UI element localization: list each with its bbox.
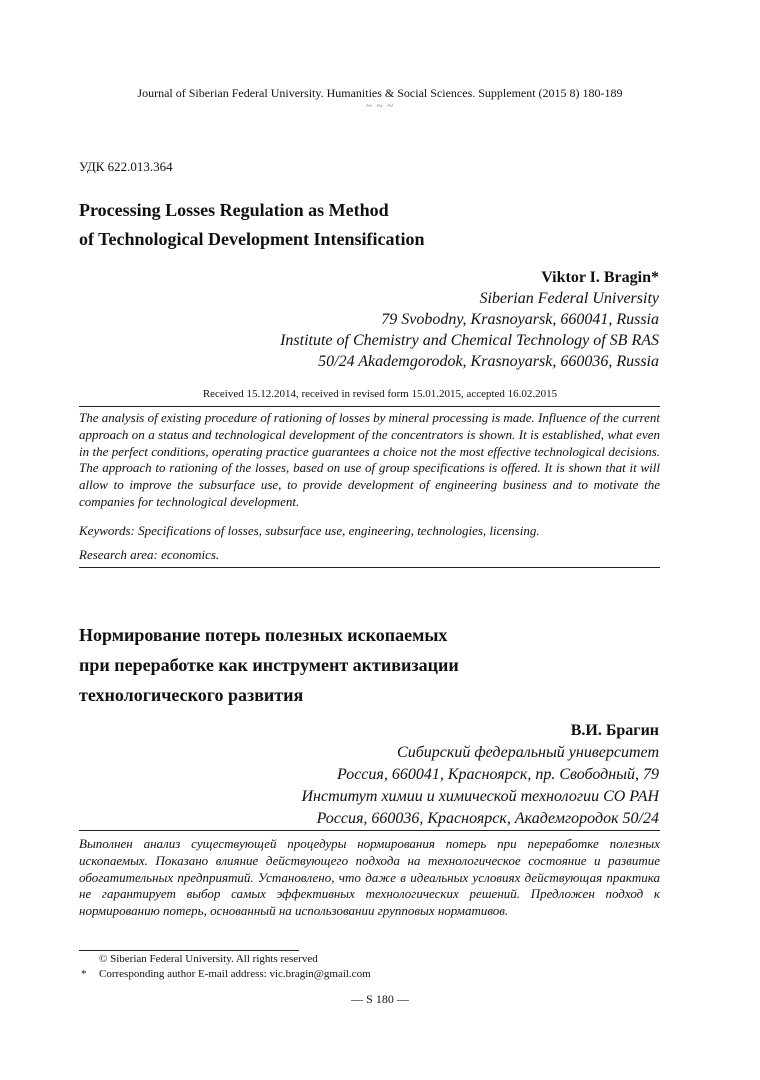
affiliation-line: Россия, 660041, Красноярск, пр. Свободный, 79 [337,766,659,783]
russian-abstract: Выполнен анализ существующей процедуры нормирования потерь при переработке полезных ископаемых. Показано влияние действующего подхода на технологическое состояние и развитие обогатительных предприятий. Установлено, что даже в идеальных условиях действующая практика не гарантирует выбор самых эффективных технологических решений. Предложен подход к нормированию потерь, основанный на использовании групповых нормативов. [79,836,660,919]
udk-code: УДК 622.013.364 [79,159,173,174]
divider [79,567,660,568]
russian-author: В.И. Брагин [570,722,659,739]
divider [79,406,660,407]
corresponding-footnote: Corresponding author E-mail address: vic.bragin@gmail.com [99,968,371,980]
affiliation-line: Институт химии и химической технологии СО РАН [301,788,659,805]
journal-header: Journal of Siberian Federal University. Humanities & Social Sciences. Supplement (2015 8) 180-189 [137,86,623,100]
english-title-line: of Technological Development Intensification [79,229,425,249]
affiliation-line: 50/24 Akademgorodok, Krasnoyarsk, 660036, Russia [318,353,659,370]
english-affiliation [280,267,659,372]
english-abstract: The analysis of existing procedure of rationing of losses by mineral processing is made. Influence of the current approach on a status and technological development of the concentrators is shown. It is established, what even in the perfect conditions, operating practice guarantees a choice not the most effective technological decisions. The approach to rationing of the losses, based on use of group specifications is offered. It is shown that it will allow to improve the subsurface use, to provide development of engineering business and to motivate the companies for technological development. [79,410,660,509]
russian-title-line: технологического развития [79,685,304,705]
affiliation-line: Сибирский федеральный университет [397,744,659,761]
page-number: — S 180 — [351,992,409,1006]
received-dates: Received 15.12.2014, received in revised form 15.01.2015, accepted 16.02.2015 [202,388,558,400]
russian-title [79,620,459,710]
affiliation-line: Россия, 660036, Красноярск, Академгородок 50/24 [316,810,659,827]
research-area: Research area: economics. [79,547,220,562]
keywords: Keywords: Specifications of losses, subsurface use, engineering, technologies, licensing. [79,523,540,538]
affiliation-line: Siberian Federal University [479,290,659,307]
footnote-divider [79,950,299,951]
russian-title-line: Нормирование потерь полезных ископаемых [79,625,448,645]
footnote-marker: * [81,968,87,980]
copyright-footnote: © Siberian Federal University. All rights reserved [99,953,318,965]
russian-title-line: при переработке как инструмент активизации [79,655,459,675]
affiliation-line: 79 Svobodny, Krasnoyarsk, 660041, Russia [381,311,659,328]
header-separator: ~ ~ ~ [365,100,395,112]
english-author: Viktor I. Bragin* [541,269,659,286]
affiliation-line: Institute of Chemistry and Chemical Technology of SB RAS [280,332,659,349]
english-title [79,196,425,254]
russian-affiliation [301,720,659,830]
divider [79,830,660,831]
english-title-line: Processing Losses Regulation as Method [79,200,389,220]
